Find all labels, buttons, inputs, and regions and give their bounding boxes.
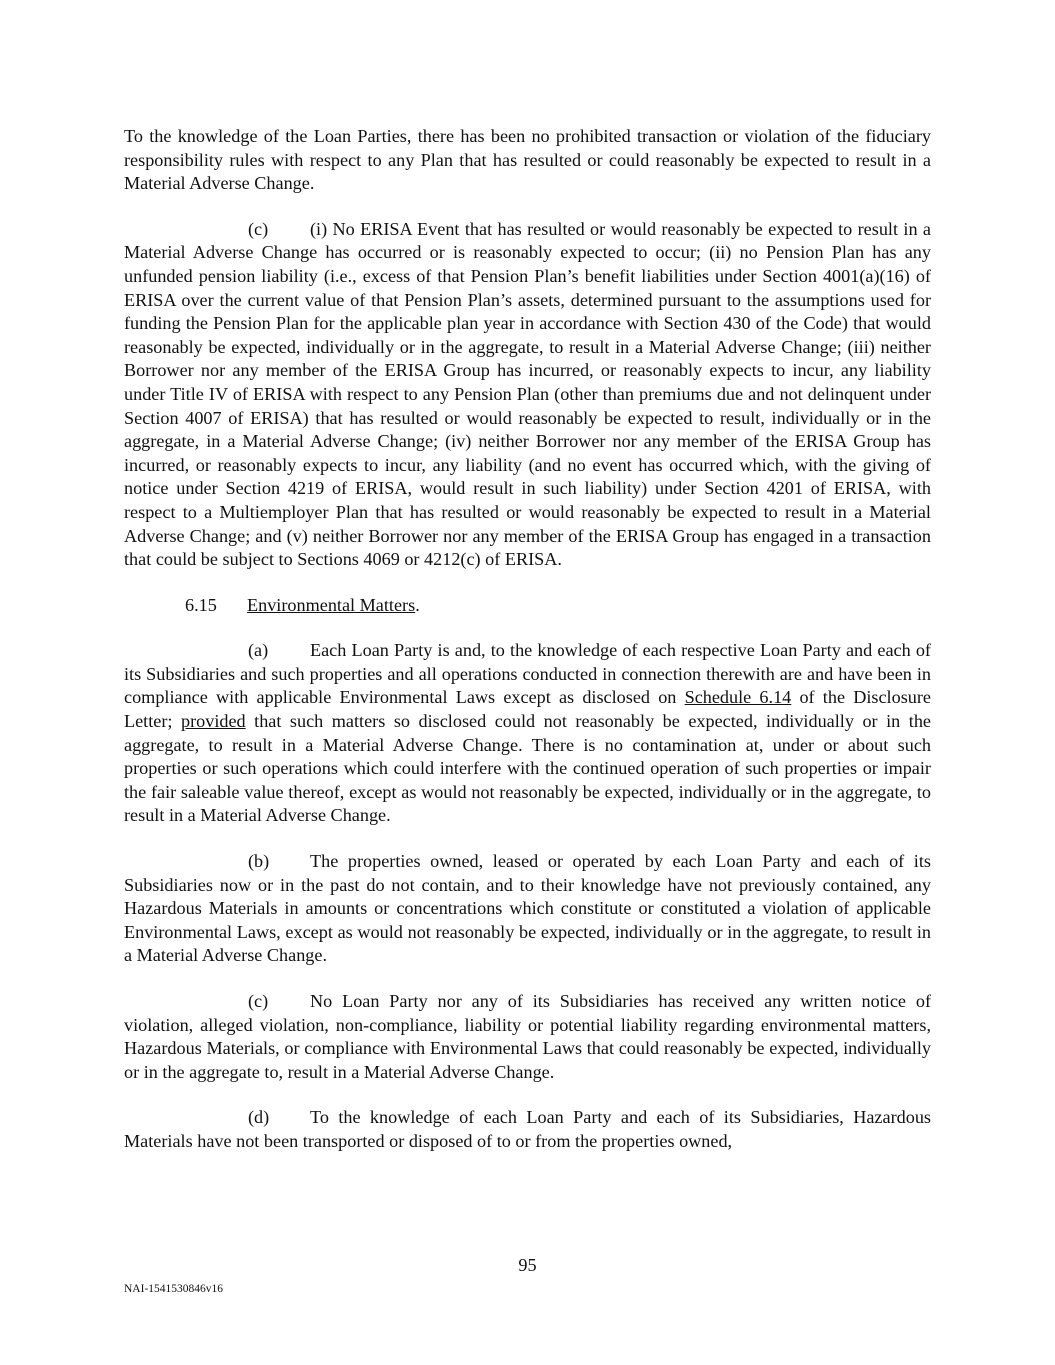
paragraph-text: (i) No ERISA Event that has resulted or would reasonably be expected to result in a Material Adverse Change has occurred or is reasonably expected to occur; (ii) no Pension Plan has any unfunded pension liability (i.e., excess of that Pension Plan’s benefit liabilities under Section 4001(a)(16) of ERISA over the current value of that Pension Plan’s assets, determined pursuant to the assumptions used for funding the Pension Plan for the applicable plan year in accordance with Section 430 of the Code) that would reasonably be expected, individually or in the aggregate, to result in a Material Adverse Change; (iii) neither Borrower nor any member of the ERISA Group has incurred, or reasonably expects to incur, any liability under Title IV of ERISA with respect to any Pension Plan (other than premiums due and not delinquent under Section 4007 of ERISA) that has resulted or would reasonably be expected to result, individually or in the aggregate, in a Material Adverse Change; (iv) neither Borrower nor any member of the ERISA Group has incurred, or reasonably expects to incur, any liability (and no event has occurred which, with the giving of notice under Section 4219 of ERISA, would result in such liability) under Section 4201 of ERISA, with respect to a Multiemployer Plan that has resulted or would reasonably be expected to result in a Material Adverse Change; and (v) neither Borrower nor any member of the ERISA Group has engaged in a transaction that could be subject to Sections 4069 or 4212(c) of ERISA. [124, 218, 931, 570]
paragraph-erisa-c [124, 218, 931, 572]
document-body [124, 125, 931, 1176]
paragraph-env-d [124, 1106, 931, 1153]
paragraph-text: No Loan Party nor any of its Subsidiaries has received any written notice of violation, alleged violation, non-compliance, liability or potential liability regarding environmental matters, Hazardous Materials, or compliance with Environmental Laws that could reasonably be expected, individually or in the aggregate to, result in a Material Adverse Change. [124, 991, 931, 1082]
paragraph-intro [124, 125, 931, 196]
section-number: 6.15 [185, 594, 217, 615]
document-id: NAI-1541530846v16 [124, 1283, 224, 1295]
paragraph-env-c [124, 990, 931, 1084]
clause-label: (a) [248, 640, 269, 661]
clause-label: (b) [248, 851, 270, 872]
section-heading: 6.15 Environmental Matters. [124, 594, 931, 618]
schedule-reference: Schedule 6.14 [684, 687, 792, 708]
clause-label: (c) [248, 991, 269, 1011]
page-number: 95 [518, 1255, 537, 1275]
clause-label: (c) [248, 218, 269, 239]
provided-term: provided [180, 711, 246, 732]
paragraph-text: To the knowledge of each Loan Party and each of its Subsidiaries, Hazardous Materials have not been transported or disposed of to or from the properties owned, [124, 1107, 931, 1151]
paragraph-env-b [124, 850, 931, 968]
paragraph-text: To the knowledge of the Loan Parties, there has been no prohibited transaction or violation of the fiduciary responsibility rules with respect to any Plan that has resulted or could reasonably be expected to result in a Material Adverse Change. [124, 126, 931, 194]
paragraph-env-a: (a) Each Loan Party is and, to the knowledge of each respective Loan Party and each of its Subsidiaries and such properties and all operations conducted in connection therewith are and have been in compliance with applicable Environmental Laws except as disclosed on Schedule 6.14 of the Disclosure Letter; provided that such matters so disclosed could not reasonably be expected, individually or in the aggregate, to result in a Material Adverse Change. There is no contamination at, under or about such properties or such operations which could interfere with the continued operation of such properties or impair the fair saleable value thereof, except as would not reasonably be expected, individually or in the aggregate, to result in a Material Adverse Change. [124, 640, 931, 826]
paragraph-text: The properties owned, leased or operated by each Loan Party and each of its Subsidiaries now or in the past do not contain, and to their knowledge have not previously contained, any Hazardous Materials in amounts or concentrations which constitute or constituted a violation of applicable Environmental Laws, except as would not reasonably be expected, individually or in the aggregate, to result in a Material Adverse Change. [124, 851, 931, 966]
section-title: Environmental Matters [247, 594, 416, 615]
clause-label: (d) [248, 1107, 270, 1128]
